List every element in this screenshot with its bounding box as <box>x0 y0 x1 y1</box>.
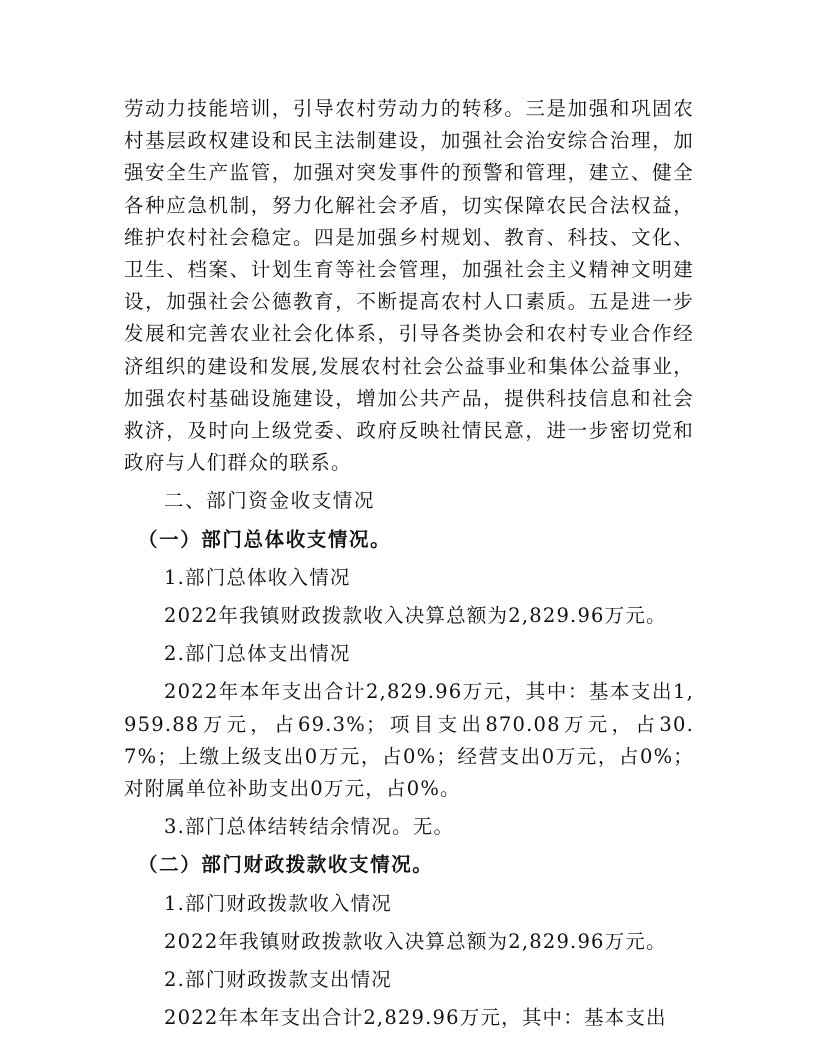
body-paragraph: 2022年本年支出合计2,829.96万元，其中：基本支出1,959.88万元，占69.3%；项目支出870.08万元，占30.7%；上缴上级支出0万元，占0%；经营支出0万元，占0%；对附属单位补助支出0万元，占0%。 <box>124 680 694 801</box>
item-heading: 2.部门总体支出情况 <box>164 642 351 666</box>
body-paragraph: 2022年我镇财政拨款收入决算总额为2,829.96万元。 <box>164 604 667 628</box>
section-heading: 二、部门资金收支情况 <box>164 489 376 513</box>
item-heading: 1.部门总体收入情况 <box>164 565 351 589</box>
body-paragraph: 劳动力技能培训，引导农村劳动力的转移。三是加强和巩固农村基层政权建设和民主法制建设，加强社会治安综合治理，加强安全生产监管，加强对突发事件的预警和管理，建立、健全各种应急机制，努力化解社会矛盾，切实保障农民合法权益，维护农村社会稳定。四是加强乡村规划、教育、科技、文化、卫生、档案、计划生育等社会管理，加强社会主义精神文明建设，加强社会公德教育，不断提高农村人口素质。五是进一步发展和完善农业社会化体系，引导各类协会和农村专业合作经济组织的建设和发展,发展农村社会公益事业和集体公益事业，加强农村基础设施建设，增加公共产品，提供科技信息和社会救济，及时向上级党委、政府反映社情民意，进一步密切党和政府与人们群众的联系。 <box>124 97 694 475</box>
item-heading: 2.部门财政拨款支出情况 <box>164 968 393 992</box>
body-paragraph: 2022年我镇财政拨款收入决算总额为2,829.96万元。 <box>164 929 667 953</box>
subsection-heading: （二）部门财政拨款收支情况。 <box>138 853 434 877</box>
item-heading: 1.部门财政拨款收入情况 <box>164 891 393 915</box>
item-heading: 3.部门总体结转结余情况。无。 <box>164 815 455 839</box>
body-paragraph: 2022年本年支出合计2,829.96万元，其中：基本支出 <box>164 1006 667 1030</box>
document-body <box>124 93 694 1034</box>
subsection-heading: （一）部门总体收支情况。 <box>138 527 392 551</box>
